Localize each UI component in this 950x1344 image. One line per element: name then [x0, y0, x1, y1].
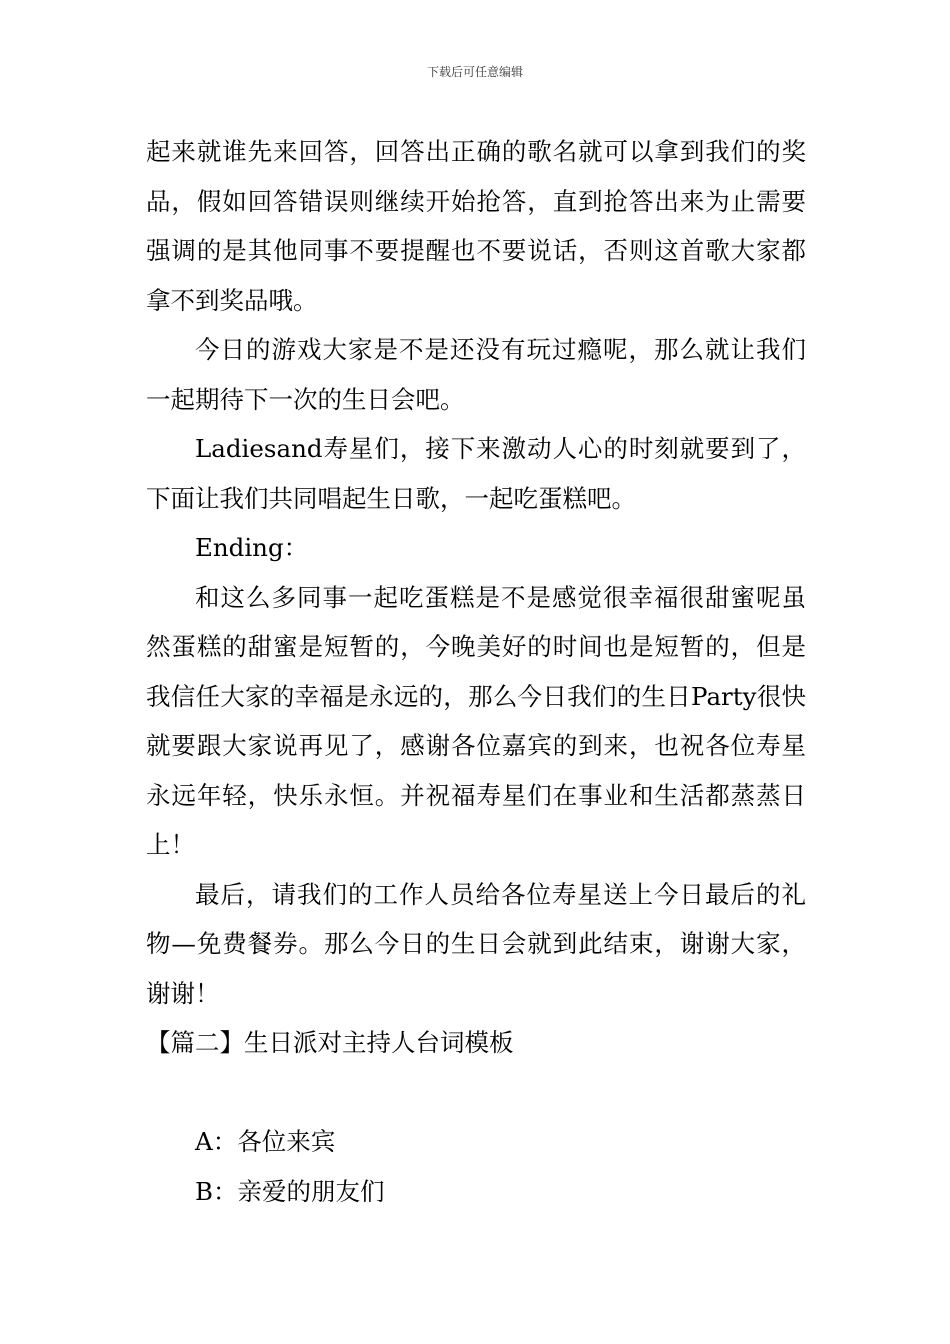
dialogue-line-a: A：各位来宾: [195, 1127, 336, 1156]
document-body: [146, 127, 806, 1216]
paragraph-final-gift: 最后，请我们的工作人员给各位寿星送上今日最后的礼物—免费餐券。那么今日的生日会就到此结束，谢谢大家，谢谢！: [146, 879, 806, 1008]
paragraph-ending-label: Ending：: [195, 533, 309, 562]
blank-line: [146, 1068, 806, 1118]
section-heading: 【篇二】生日派对主持人台词模板: [146, 1028, 514, 1057]
paragraph-birthday-song: Ladiesand寿星们，接下来激动人心的时刻就要到了，下面让我们共同唱起生日歌，一起吃蛋糕吧。: [146, 434, 806, 513]
dialogue-line-b: B：亲爱的朋友们: [195, 1176, 385, 1206]
paragraph-continuation: 起来就谁先来回答，回答出正确的歌名就可以拿到我们的奖品，假如回答错误则继续开始抢答，直到抢答出来为止需要强调的是其他同事不要提醒也不要说话，否则这首歌大家都拿不到奖品哦。: [146, 137, 806, 315]
page-header: 下载后可任意编辑: [426, 65, 523, 79]
paragraph-closing-remarks: 和这么多同事一起吃蛋糕是不是感觉很幸福很甜蜜呢虽然蛋糕的甜蜜是短暂的，今晚美好的时间也是短暂的，但是我信任大家的幸福是永远的，那么今日我们的生日Party很快就要跟大家说再见了，感谢各位嘉宾的到来，也祝各位寿星永远年轻，快乐永恒。并祝福寿星们在事业和生活都蒸蒸日上！: [146, 582, 806, 859]
paragraph-game-end: 今日的游戏大家是不是还没有玩过瘾呢，那么就让我们一起期待下一次的生日会吧。: [146, 335, 806, 414]
